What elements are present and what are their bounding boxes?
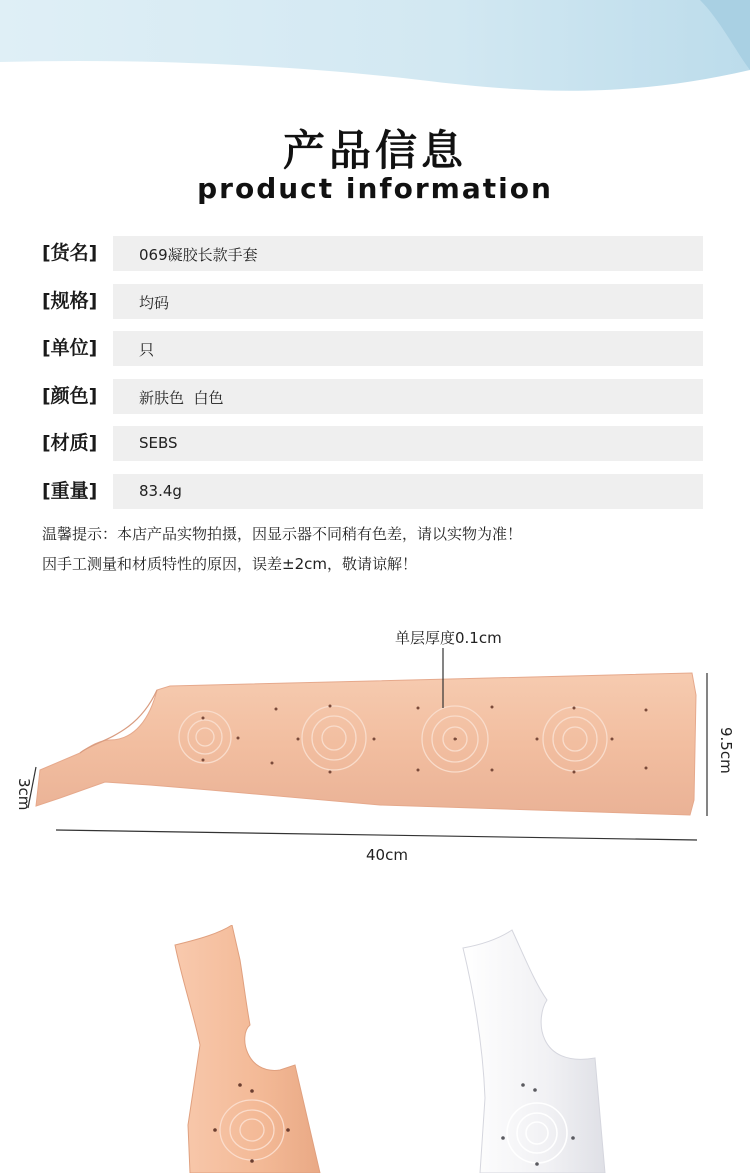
glove-dimension-diagram xyxy=(0,600,750,880)
thickness-label: 单层厚度0.1cm xyxy=(395,629,502,647)
skin-glove-photo xyxy=(160,925,350,1173)
spec-value: 只 xyxy=(139,341,155,359)
spec-row-weight xyxy=(40,474,703,509)
note-color-disclaimer: 温馨提示：本店产品实物拍摄，因显示器不同稍有色差，请以实物为准！ xyxy=(42,525,523,543)
notes-block xyxy=(42,519,522,579)
spec-value: SEBS xyxy=(139,434,178,452)
header-wave-decoration xyxy=(0,0,750,110)
spec-label: [颜色] xyxy=(42,384,98,407)
spec-label: [单位] xyxy=(42,337,98,359)
spec-label: [货名] xyxy=(42,242,98,264)
spec-value-background xyxy=(113,426,703,461)
spec-row-unit xyxy=(40,331,703,366)
product-info-table xyxy=(40,236,703,521)
spec-label: [重量] xyxy=(42,479,98,502)
spec-value-background xyxy=(113,331,703,366)
white-glove-photo xyxy=(455,928,625,1173)
spec-label: [规格] xyxy=(42,289,98,312)
width-label: 9.5cm xyxy=(717,727,735,774)
spec-row-name xyxy=(40,236,703,271)
spec-row-material xyxy=(40,426,703,461)
spec-value: 83.4g xyxy=(139,481,182,500)
spec-value: 新肤色 白色 xyxy=(139,388,224,407)
thumb-width-label: 3cm xyxy=(15,778,33,811)
page-title: 产品信息 xyxy=(282,126,467,175)
spec-value: 均码 xyxy=(139,293,170,312)
page-subtitle: product information xyxy=(197,172,553,205)
spec-value-background xyxy=(113,474,703,509)
length-label: 40cm xyxy=(366,846,408,864)
spec-label: [材质] xyxy=(42,432,98,454)
note-size-disclaimer: 因手工测量和材质特性的原因，误差±2cm，敬请谅解！ xyxy=(42,555,417,573)
spec-row-size xyxy=(40,284,703,319)
spec-value: 069凝胶长款手套 xyxy=(139,246,258,264)
spec-row-color xyxy=(40,379,703,414)
spec-value-background xyxy=(113,284,703,319)
